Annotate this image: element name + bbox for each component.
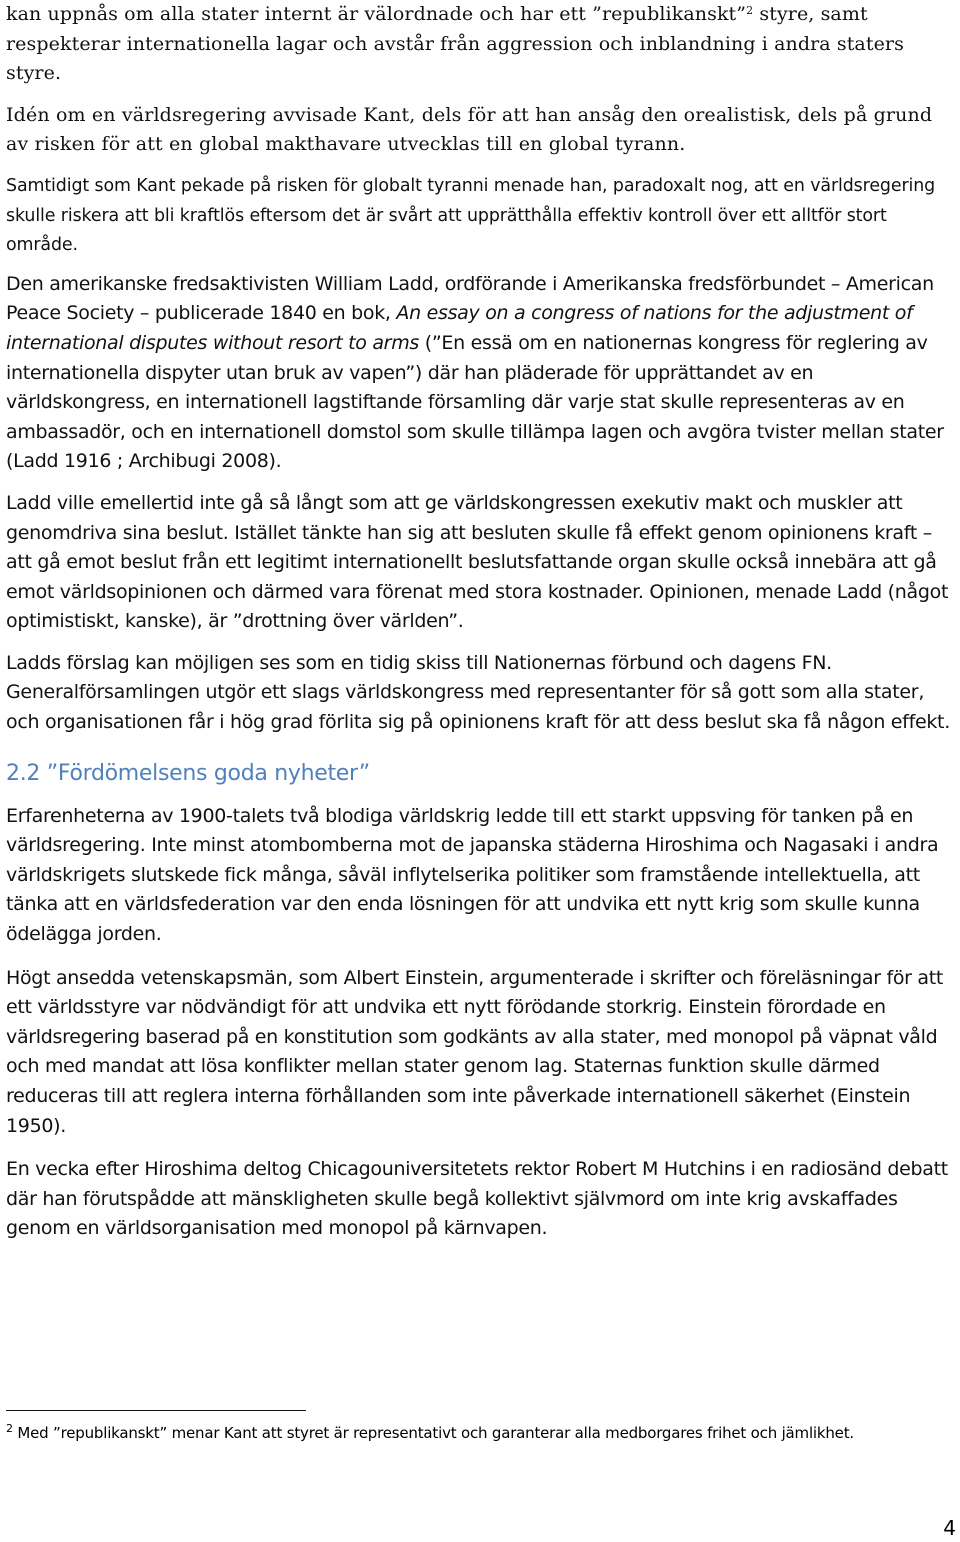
book-title: An essay on a congress of nations for the adjustment of international disputes without resort to arms [6, 302, 913, 354]
paragraph-text: (”En essä om en nationernas kongress för reglering av internationella dispyter utan bruk av vapen”) där han pläderade för upprättandet av en världskongress, en internationell lagstiftande församling där varje stat skulle representeras av en ambassadör, och en internationell domstol som skulle tillämpa lagen och avgöra tvister mellan stater (Ladd 1916 ; Archibugi 2008). [6, 331, 944, 473]
footnote-text: Med ”republikanskt” menar Kant att styret är representativt och garanterar alla medborgares frihet och jämlikhet. [12, 1424, 854, 1442]
paragraph-ladd-league: Ladds förslag kan möjligen ses som en tidig skiss till Nationernas förbund och dagens FN. Generalförsamlingen utgör ett slags världskongress med representanter för så gott som alla stater, och organisationen får i hög grad förlita sig på opinionens kraft för att dess beslut ska få någon effekt. [6, 651, 950, 734]
footnote-separator [6, 1410, 306, 1411]
paragraph-text: styre, samt respekterar internationella lagar och avstår från aggression och inblandning i andra staters styre. [6, 3, 904, 85]
footnote-marker: 2 [6, 1422, 13, 1435]
paragraph-ladd-opinion: Ladd ville emellertid inte gå så långt som att ge världskongressen exekutiv makt och muskler att genomdriva sina beslut. Istället tänkte han sig att besluten skulle få effekt genom opinionens kraft – att gå emot beslut från ett legitimt internationellt beslutsfattande organ skulle också innebära att gå emot världsopinionen och därmed vara förenat med stora kostnader. Opinionen, menade Ladd (något optimistiskt, kanske), är ”drottning över världen”. [6, 491, 949, 633]
page-number: 4 [943, 1516, 956, 1540]
paragraph-world-government: Idén om en världsregering avvisade Kant, dels för att han ansåg den orealistisk, dels på grund av risken för att en global makthavare utvecklas till en global tyrann. [6, 103, 933, 156]
paragraph-hutchins: En vecka efter Hiroshima deltog Chicagouniversitetets rektor Robert M Hutchins i en radiosänd debatt där han förutspådde att mänskligheten skulle begå kollektivt självmord om inte krig avskaffades genom en världsorganisation med monopol på kärnvapen. [6, 1158, 948, 1240]
section-heading: 2.2 ”Fördömelsens goda nyheter” [6, 760, 370, 786]
paragraph-kant-republic [6, 0, 952, 89]
paragraph-william-ladd [6, 270, 952, 477]
paragraph-global-tyranny: Samtidigt som Kant pekade på risken för globalt tyranni menade han, paradoxalt nog, att en världsregering skulle riskera att bli kraftlös eftersom det är svårt att upprätthålla effektiv kontroll över ett alltför stort område. [6, 175, 936, 256]
footnote [6, 1420, 950, 1446]
footnote-reference[interactable]: 2 [746, 4, 754, 17]
paragraph-text: kan uppnås om alla stater internt är välordnade och har ett ”republikanskt” [6, 3, 747, 25]
paragraph-text: Den amerikanske fredsaktivisten William Ladd, ordförande i Amerikanska fredsförbundet – American Peace Society – publicerade 1840 en bok, [6, 272, 934, 325]
paragraph-world-wars: Erfarenheterna av 1900-talets två blodiga världskrig ledde till ett starkt uppsving för tanken på en världsregering. Inte minst atombomberna mot de japanska städerna Hiroshima och Nagasaki i andra världskrigets slutskede fick många, såväl inflytelserika politiker som framstående intellektuella, att tänka att en världsfederation var den enda lösningen för att undvika ett nytt krig som skulle kunna ödelägga jorden. [6, 804, 939, 946]
paragraph-einstein: Högt ansedda vetenskapsmän, som Albert Einstein, argumenterade i skrifter och föreläsningar för att ett världsstyre var nödvändigt för att undvika ett nytt förödande storkrig. Einstein förordade en världsregering baserad på en konstitution som godkänts av alla stater, med monopol på väpnat våld och med mandat att lösa konflikter mellan stater genom lag. Staternas funktion skulle därmed reduceras till att reglera interna förhållanden som inte påverkade internationell säkerhet (Einstein 1950). [6, 966, 944, 1137]
